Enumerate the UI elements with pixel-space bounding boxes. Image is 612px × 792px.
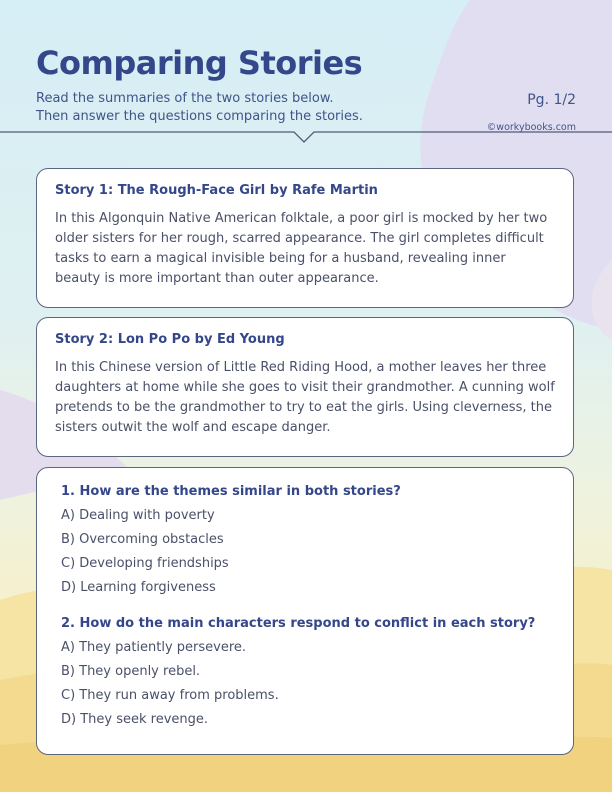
answer-option-b[interactable]: B) Overcoming obstacles xyxy=(61,532,224,547)
worksheet-header xyxy=(0,0,612,140)
answer-option-c[interactable]: C) They run away from problems. xyxy=(61,688,279,703)
site-credit: ©workybooks.com xyxy=(486,122,576,133)
answer-option-c[interactable]: C) Developing friendships xyxy=(61,556,229,571)
story-card-1 xyxy=(36,168,574,308)
page-title: Comparing Stories xyxy=(36,44,363,82)
story-summary: In this Algonquin Native American folktale, a poor girl is mocked by her two older sisters for her rough, scarred appearance. The girl completes difficult tasks to earn a magical invisible being for a husband, revealing inner beauty is more important than outer appearance. xyxy=(55,211,548,286)
question-text: 1. How are the themes similar in both stories? xyxy=(61,484,401,499)
answer-option-a[interactable]: A) Dealing with poverty xyxy=(61,508,215,523)
story-title: Story 1: The Rough-Face Girl by Rafe Martin xyxy=(55,183,378,198)
instructions xyxy=(36,90,363,126)
answer-option-b[interactable]: B) They openly rebel. xyxy=(61,664,201,679)
story-title: Story 2: Lon Po Po by Ed Young xyxy=(55,332,285,347)
instruction-line: Then answer the questions comparing the stories. xyxy=(36,109,363,124)
answer-options xyxy=(61,504,549,600)
question-1 xyxy=(61,484,549,600)
answer-option-d[interactable]: D) They seek revenge. xyxy=(61,712,209,727)
instruction-line: Read the summaries of the two stories below. xyxy=(36,91,334,106)
story-card-2 xyxy=(36,317,574,457)
answer-option-a[interactable]: A) They patiently persevere. xyxy=(61,640,247,655)
questions-card xyxy=(36,467,574,755)
page-number: Pg. 1/2 xyxy=(527,92,576,108)
question-2 xyxy=(61,616,549,732)
answer-option-d[interactable]: D) Learning forgiveness xyxy=(61,580,216,595)
story-summary: In this Chinese version of Little Red Riding Hood, a mother leaves her three daughters at home while she goes to visit their grandmother. A cunning wolf pretends to be the grandmother to try to eat the girls. Using cleverness, the sisters outwit the wolf and escape danger. xyxy=(55,360,555,435)
answer-options xyxy=(61,636,549,732)
question-text: 2. How do the main characters respond to conflict in each story? xyxy=(61,616,536,631)
header-divider xyxy=(0,128,612,152)
